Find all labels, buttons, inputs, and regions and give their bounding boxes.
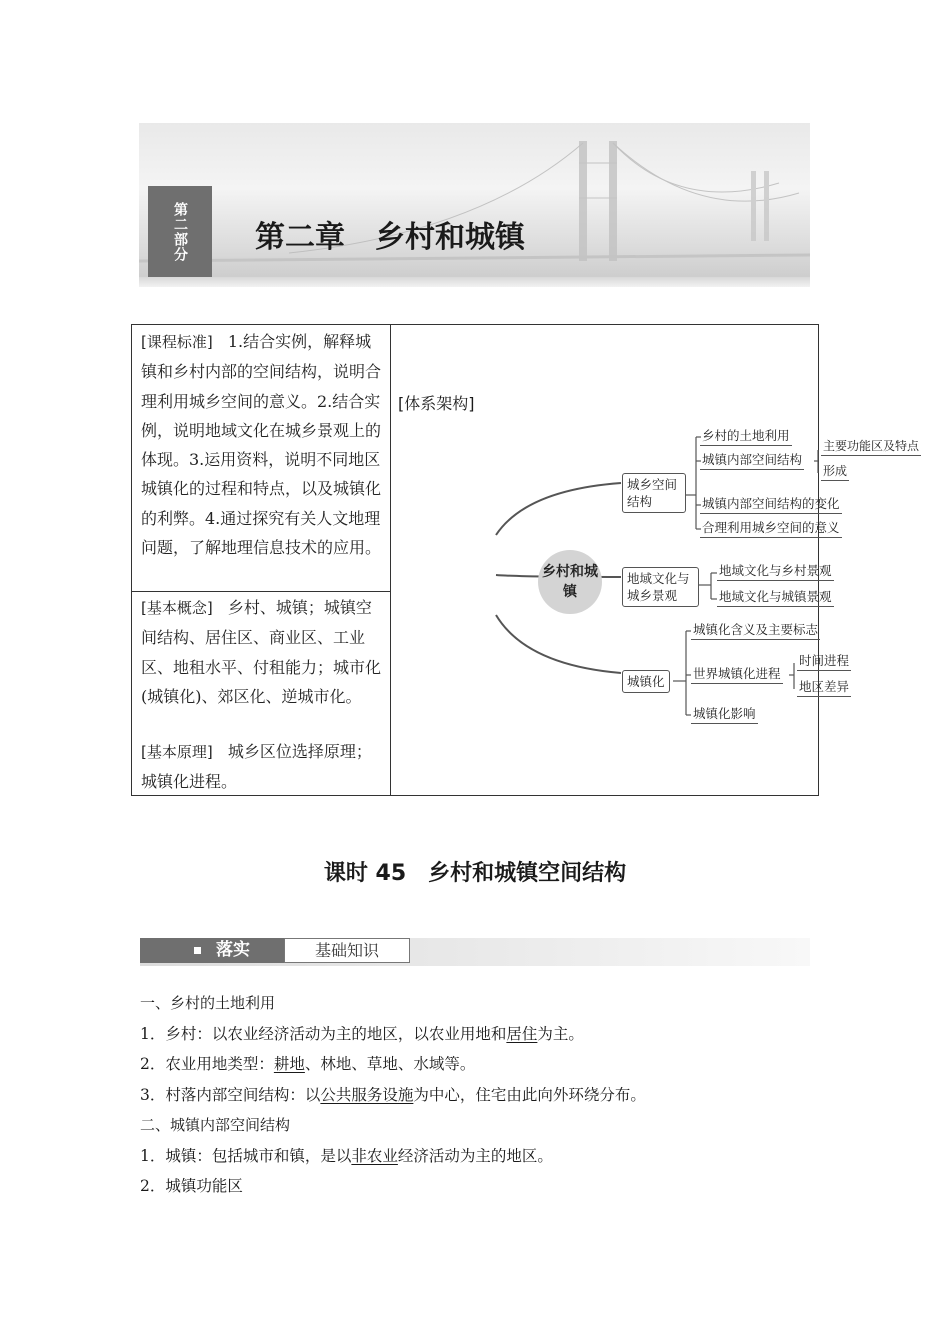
part-label: 第二部分: [148, 186, 212, 277]
architecture-label: [体系架构]: [398, 394, 475, 413]
branch-spatial-structure: 城乡空间结构: [622, 473, 686, 513]
basic-principles: [141, 737, 381, 797]
chapter-title: 第二章 乡村和城镇: [255, 220, 525, 255]
content-paragraph: [140, 1019, 820, 1050]
section-dark-label: 落实: [216, 940, 250, 960]
text-run: 经济活动为主的地区。: [397, 1146, 553, 1165]
underlined-answer: 公共服务设施: [320, 1085, 414, 1104]
content-paragraph: [140, 1049, 820, 1080]
b3-item: 城镇化含义及主要标志: [691, 620, 820, 640]
mind-map-center: 乡村和城镇: [538, 550, 602, 614]
content-paragraph: [140, 1080, 820, 1111]
basic-concepts-text: 乡村、城镇；城镇空间结构、居住区、商业区、工业区、地租水平、付租能力；城市化(城镇化)、郊区化、逆城市化。: [141, 598, 382, 706]
basic-principles-text: 城乡区位选择原理；城镇化进程。: [141, 742, 372, 792]
b3-sub-item: 地区差异: [797, 677, 851, 697]
square-bullet-icon: [194, 947, 201, 954]
content-paragraph: 2．城镇功能区: [140, 1177, 243, 1195]
overview-table: [131, 324, 920, 796]
b1-item: 城镇内部空间结构: [700, 450, 804, 470]
b1-item: 合理利用城乡空间的意义: [700, 518, 842, 538]
text-run: 1．乡村：以农业经济活动为主的地区，以农业用地和: [140, 1024, 507, 1043]
banner-base: [139, 277, 810, 287]
b3-item: 世界城镇化进程: [691, 664, 783, 684]
section-tab-dark: [140, 938, 284, 963]
b2-item: 地域文化与城镇景观: [717, 587, 834, 607]
b1-sub-item: 主要功能区及特点: [821, 437, 921, 456]
branch-culture-landscape: 地域文化与城乡景观: [622, 567, 699, 607]
underlined-answer: 非农业: [351, 1146, 398, 1165]
b3-sub-item: 时间进程: [797, 651, 851, 671]
lesson-content: [140, 988, 820, 1202]
b1-sub-item: 形成: [821, 462, 849, 481]
branch-urbanization: 城镇化: [622, 670, 670, 693]
text-run: 1．城镇：包括城市和镇，是以: [140, 1146, 352, 1165]
section-tab-light: 基础知识: [284, 938, 410, 963]
b2-item: 地域文化与乡村景观: [717, 561, 834, 581]
underlined-answer: 居住: [506, 1024, 538, 1043]
b1-item: 乡村的土地利用: [700, 426, 792, 446]
section-heading: 一、乡村的土地利用: [140, 994, 276, 1012]
basic-concepts-label: [基本概念]: [141, 599, 213, 617]
text-run: 、林地、草地、水域等。: [304, 1055, 476, 1073]
section-heading: 二、城镇内部空间结构: [140, 1116, 291, 1134]
basic-concepts: [141, 593, 381, 711]
b1-item: 城镇内部空间结构的变化: [700, 494, 842, 514]
chapter-banner: [139, 123, 810, 287]
text-run: 3．村落内部空间结构：以: [140, 1085, 321, 1104]
text-run: 为主。: [537, 1024, 584, 1043]
text-run: 为中心，住宅由此向外环绕分布。: [413, 1085, 646, 1104]
underlined-answer: 耕地: [273, 1055, 305, 1073]
bridge-illustration: [139, 123, 810, 287]
course-standard: [141, 327, 381, 562]
text-run: 2．农业用地类型：: [140, 1055, 274, 1073]
section-bar: [140, 938, 810, 966]
content-paragraph: [140, 1141, 820, 1172]
course-standard-text: 1.结合实例，解释城镇和乡村内部的空间结构，说明合理利用城乡空间的意义。2.结合实例，说明地域文化在城乡景观上的体现。3.运用资料，说明不同地区城镇化的过程和特点，以及城镇化的利弊。4.通过探究有关人文地理问题，了解地理信息技术的应用。: [141, 332, 382, 558]
basic-principles-label: [基本原理]: [141, 743, 213, 761]
b3-item: 城镇化影响: [691, 704, 758, 724]
course-standard-label: [课程标准]: [141, 333, 213, 351]
table-divider: [132, 591, 390, 592]
lesson-title: 课时 45 乡村和城镇空间结构: [323, 861, 627, 886]
